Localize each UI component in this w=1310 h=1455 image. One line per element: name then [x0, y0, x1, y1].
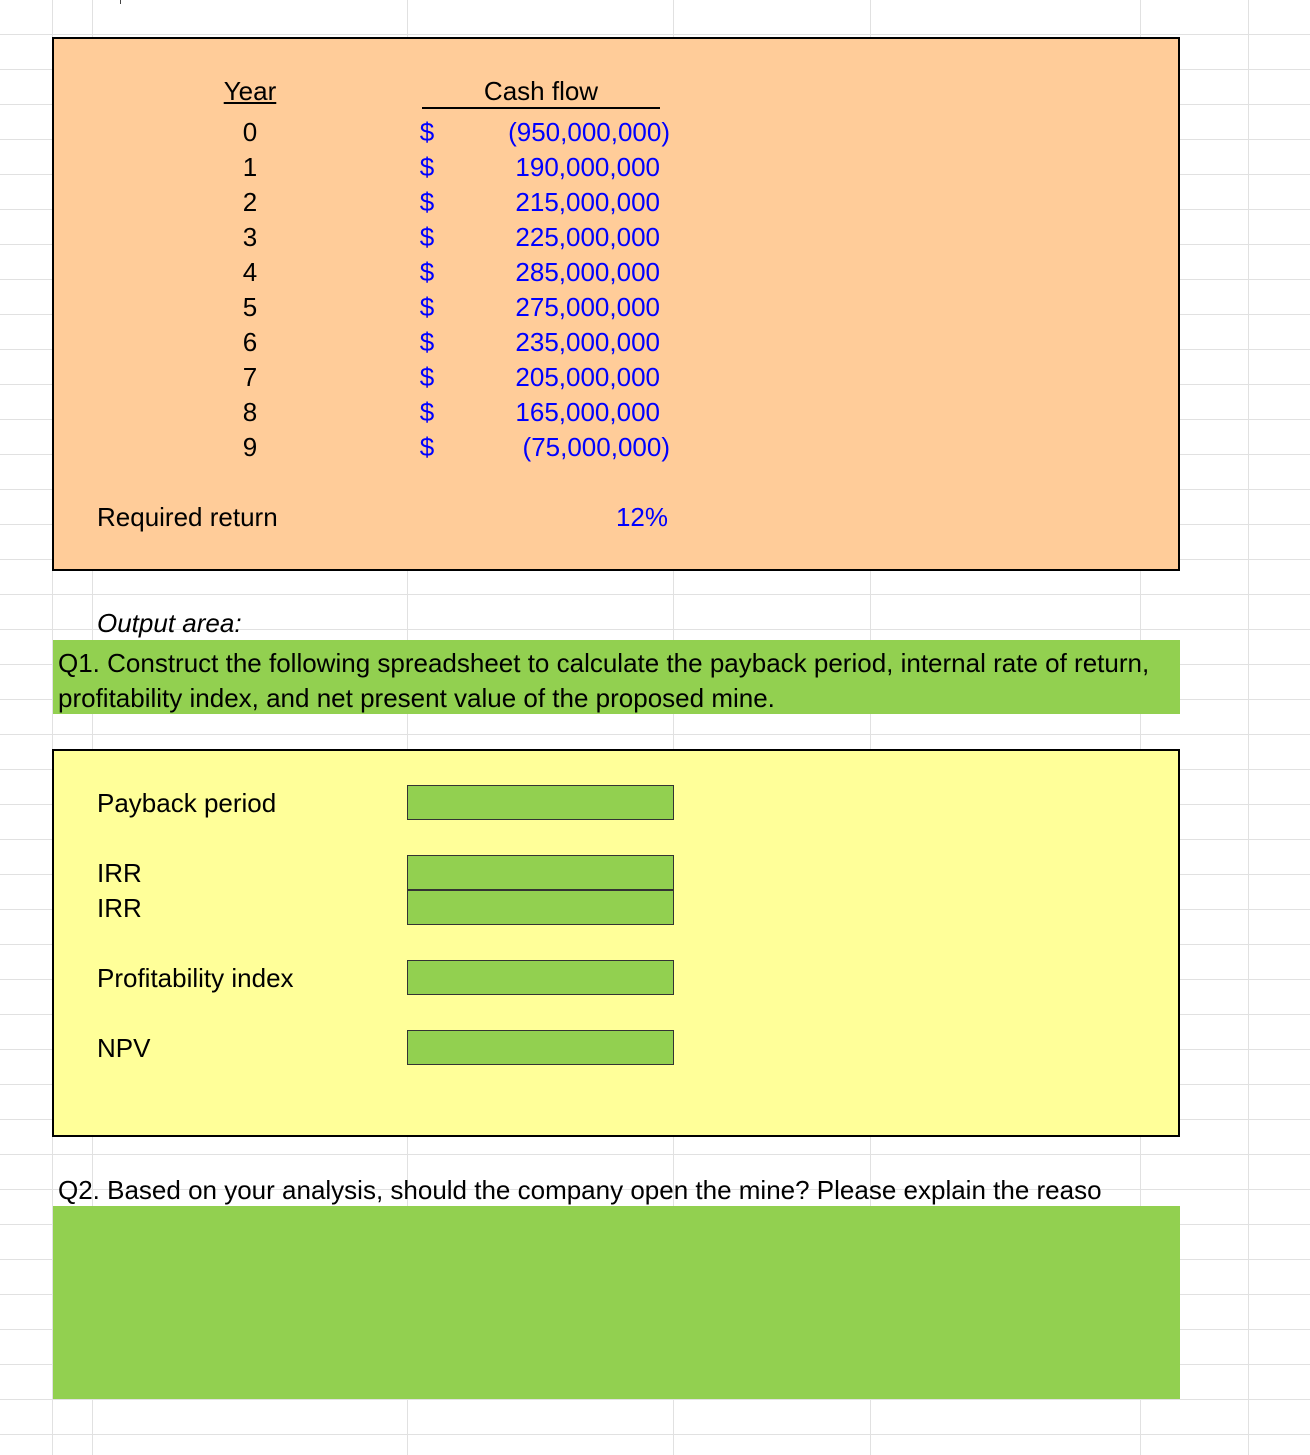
q2-text[interactable]: Q2. Based on your analysis, should the company open the mine? Please explain the reaso	[58, 1175, 1102, 1205]
currency-symbol: $	[419, 327, 435, 357]
year-cell[interactable]: 4	[242, 257, 258, 287]
q1-text[interactable]: Q1. Construct the following spreadsheet to calculate the payback period, internal rate of return, profitability index, and net present value of the proposed mine.	[58, 648, 1150, 713]
cashflow-cell[interactable]: 205,000,000	[515, 362, 660, 392]
irr-input[interactable]	[407, 890, 674, 925]
currency-symbol: $	[419, 362, 435, 392]
irr-input[interactable]	[407, 855, 674, 890]
profitability-index-input[interactable]	[407, 960, 674, 995]
required-return-value[interactable]: 12%	[615, 502, 668, 532]
cashflow-cell[interactable]: 190,000,000	[515, 152, 660, 182]
currency-symbol: $	[419, 397, 435, 427]
cashflow-cell[interactable]: 285,000,000	[515, 257, 660, 287]
year-cell[interactable]: 6	[242, 327, 258, 357]
year-header[interactable]: Year	[223, 76, 277, 106]
cashflow-cell[interactable]: 235,000,000	[515, 327, 660, 357]
year-cell[interactable]: 1	[242, 152, 258, 182]
npv-label[interactable]: NPV	[97, 1033, 151, 1063]
year-cell[interactable]: 0	[242, 117, 258, 147]
irr-label[interactable]: IRR	[97, 893, 142, 923]
currency-symbol: $	[419, 257, 435, 287]
year-cell[interactable]: 8	[242, 397, 258, 427]
q2-answer-area[interactable]	[53, 1206, 1180, 1399]
currency-symbol: $	[419, 292, 435, 322]
currency-symbol: $	[419, 117, 435, 147]
currency-symbol: $	[419, 187, 435, 217]
required-return-label[interactable]: Required return	[97, 502, 278, 532]
cell-tick	[120, 0, 121, 4]
npv-input[interactable]	[407, 1030, 674, 1065]
cashflow-cell[interactable]: 275,000,000	[515, 292, 660, 322]
year-cell[interactable]: 5	[242, 292, 258, 322]
cashflow-cell[interactable]: (950,000,000)	[508, 117, 670, 147]
year-cell[interactable]: 7	[242, 362, 258, 392]
cashflow-cell[interactable]: (75,000,000)	[522, 432, 670, 462]
profitability-index-label[interactable]: Profitability index	[97, 963, 294, 993]
currency-symbol: $	[419, 432, 435, 462]
payback-period-input[interactable]	[407, 785, 674, 820]
year-cell[interactable]: 3	[242, 222, 258, 252]
cashflow-header-underline	[422, 107, 660, 109]
cashflow-cell[interactable]: 225,000,000	[515, 222, 660, 252]
irr-label[interactable]: IRR	[97, 858, 142, 888]
currency-symbol: $	[419, 152, 435, 182]
cashflow-header[interactable]: Cash flow	[483, 76, 599, 106]
output-area-title[interactable]: Output area:	[97, 608, 242, 638]
cashflow-cell[interactable]: 215,000,000	[515, 187, 660, 217]
currency-symbol: $	[419, 222, 435, 252]
year-cell[interactable]: 9	[242, 432, 258, 462]
year-cell[interactable]: 2	[242, 187, 258, 217]
payback-period-label[interactable]: Payback period	[97, 788, 277, 818]
cashflow-cell[interactable]: 165,000,000	[515, 397, 660, 427]
